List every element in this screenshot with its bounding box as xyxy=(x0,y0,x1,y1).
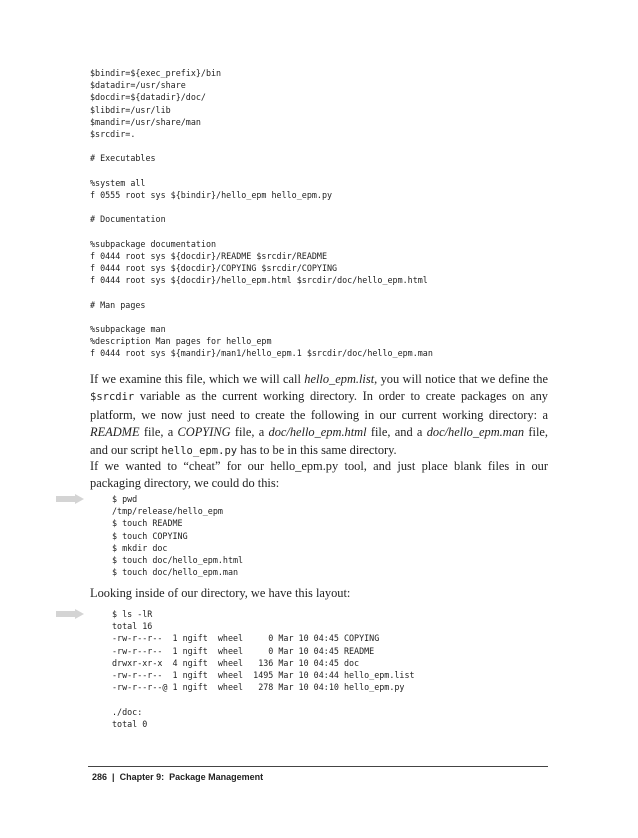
code-line: f 0444 root sys ${docdir}/hello_epm.html $srcdir/doc/hello_epm.html xyxy=(90,275,428,286)
code-line: $srcdir=. xyxy=(90,128,136,139)
text-run: $srcdir xyxy=(90,391,135,404)
text-run: doc/hello_epm.man xyxy=(426,425,525,440)
code-line: # Executables xyxy=(90,153,156,164)
text-run: file, and our script xyxy=(90,425,549,457)
text-run: hello_epm.py xyxy=(161,444,238,457)
arrow-icon xyxy=(56,494,84,504)
code-line: -rw-r--r--@ 1 ngift wheel 278 Mar 10 04:10 hello_epm.py xyxy=(112,682,405,693)
code-line: total 16 xyxy=(112,621,153,632)
text-run: hello_epm.list xyxy=(304,372,375,386)
code-block-touch-files xyxy=(112,493,243,578)
code-line: %description Man pages for hello_epm xyxy=(90,336,272,347)
code-line xyxy=(90,311,433,323)
code-line: $ touch COPYING xyxy=(112,530,188,541)
code-line: $ pwd xyxy=(112,494,138,504)
code-line: drwxr-xr-x 4 ngift wheel 136 Mar 10 04:45 doc xyxy=(112,657,360,668)
footer-rule xyxy=(88,766,548,767)
code-line: f 0444 root sys ${docdir}/README $srcdir/README xyxy=(90,250,327,261)
code-line xyxy=(90,140,433,152)
code-line: f 0555 root sys ${bindir}/hello_epm hello_epm.py xyxy=(90,189,333,200)
paragraph-examine-file xyxy=(90,371,548,460)
code-line: ./doc: xyxy=(112,706,143,717)
code-line xyxy=(112,693,415,705)
code-line: $docdir=${datadir}/doc/ xyxy=(90,92,206,103)
code-line: $ touch README xyxy=(112,518,183,529)
code-line: $ mkdir doc xyxy=(112,542,168,553)
code-line xyxy=(90,165,433,177)
text-run: file, and a xyxy=(366,425,427,440)
text-run: doc/hello_epm.html xyxy=(268,425,367,440)
text-run: COPYING xyxy=(177,425,231,440)
code-line: %system all xyxy=(90,177,146,188)
text-run: has to be in this same directory. xyxy=(237,442,397,457)
code-line: $ touch doc/hello_epm.html xyxy=(112,554,244,565)
text-run: README xyxy=(90,425,140,440)
code-block-ls-output xyxy=(112,608,415,730)
text-run: , you will notice that we define the xyxy=(374,372,549,386)
code-line: -rw-r--r-- 1 ngift wheel 0 Mar 10 04:45 COPYING xyxy=(112,633,380,644)
text-run: file, a xyxy=(139,425,178,440)
code-line: %subpackage documentation xyxy=(90,238,217,249)
arrow-shape xyxy=(56,494,84,504)
code-line: f 0444 root sys ${mandir}/man1/hello_epm.1 $srcdir/doc/hello_epm.man xyxy=(90,348,433,359)
paragraph-layout: Looking inside of our directory, we have this layout: xyxy=(90,586,351,600)
code-line: $bindir=${exec_prefix}/bin xyxy=(90,68,222,78)
code-block-epm-list xyxy=(90,67,433,360)
code-line xyxy=(90,225,433,237)
code-line: $libdir=/usr/lib xyxy=(90,104,171,115)
text-run: file, a xyxy=(230,425,269,440)
code-line: $ ls -lR xyxy=(112,609,153,619)
text-run: variable as the current working directory. In order to create packages on any platform, we now just need to create the following in our current working directory: a xyxy=(90,389,548,422)
code-line: -rw-r--r-- 1 ngift wheel 1495 Mar 10 04:44 hello_epm.list xyxy=(112,669,415,680)
code-line: /tmp/release/hello_epm xyxy=(112,506,223,517)
code-line: $ touch doc/hello_epm.man xyxy=(112,567,239,578)
code-line: -rw-r--r-- 1 ngift wheel 0 Mar 10 04:45 README xyxy=(112,645,375,656)
code-line: f 0444 root sys ${docdir}/COPYING $srcdir/COPYING xyxy=(90,263,338,273)
code-line: total 0 xyxy=(112,718,148,729)
page-number: 286 xyxy=(92,772,108,782)
code-line: %subpackage man xyxy=(90,323,166,334)
footer-separator: | xyxy=(112,772,115,782)
chapter-title: Chapter 9: Package Management xyxy=(119,772,264,782)
page-footer xyxy=(92,772,263,782)
paragraph-cheat: If we wanted to “cheat” for our hello_epm.py tool, and just place blank files in our packaging directory, we could do this: xyxy=(90,459,548,491)
arrow-shape xyxy=(56,609,84,619)
code-line xyxy=(90,201,433,213)
code-line: # Documentation xyxy=(90,214,166,225)
text-run: If we examine this file, which we will call xyxy=(90,372,305,386)
code-line: # Man pages xyxy=(90,299,146,310)
code-line: $mandir=/usr/share/man xyxy=(90,116,201,127)
code-line xyxy=(90,286,433,298)
arrow-icon xyxy=(56,609,84,619)
code-line: $datadir=/usr/share xyxy=(90,80,186,91)
